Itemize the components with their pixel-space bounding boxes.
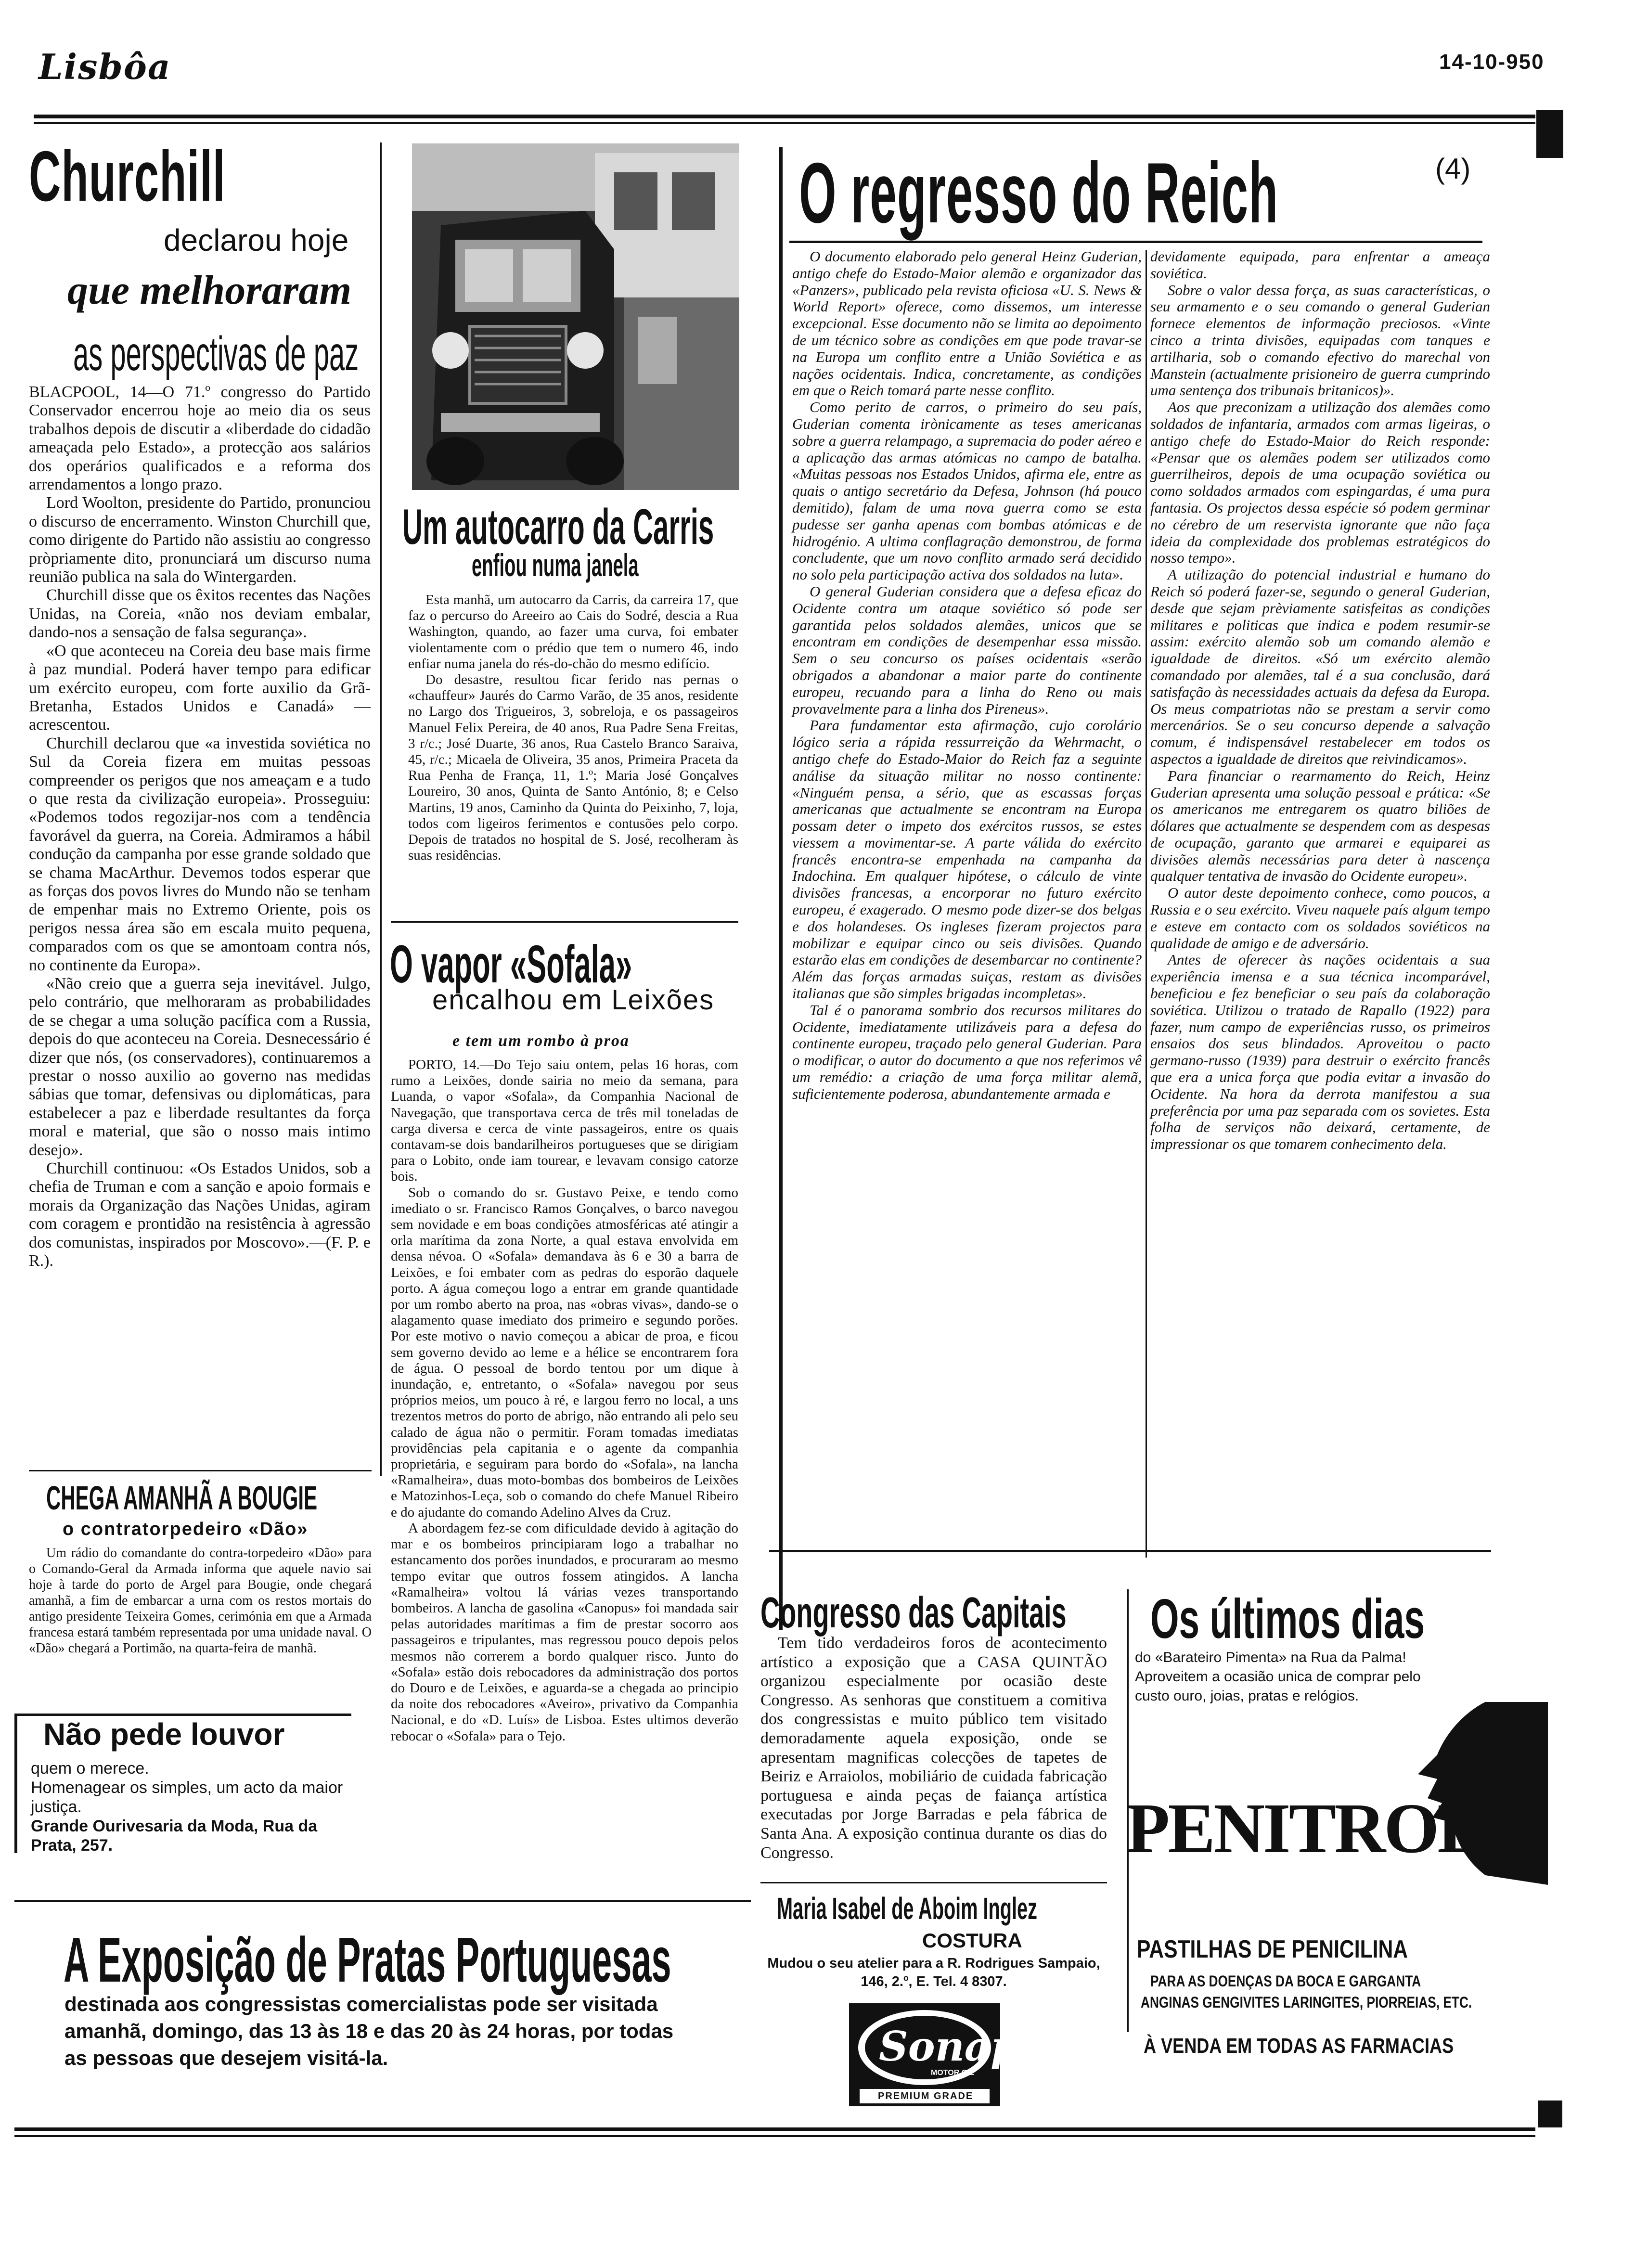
column-divider [380,142,382,1476]
maria-ad-body: Mudou o seu atelier para a R. Rodrigues Sampaio, 146, 2.º, E. Tel. 4 8307. [767,1956,1100,1989]
paragraph: Um rádio do comandante do contra-torpedeiro «Dão» para o Comando-Geral da Armada informa que aquele navio sai hoje à tarde do porto de Argel para Bougie, onde chegará amanhã, a fim de embarcar a urna com os restos mortais do antigo presidente Teixeira Gomes, cerimónia em que a Armada francesa estará também representada por uma unidade naval. O «Dão» chegará a Portimão, na quarta-feira de manhã. [29,1546,372,1656]
sofala-kicker: e tem um rombo à proa [452,1032,630,1050]
reich-column-divider [1146,250,1147,1558]
paragraph: Esta manhã, um autocarro da Carris, da carreira 17, que faz o percurso do Areeiro ao Cais do Sodré, descia a Rua Washington, quando, ao fazer uma curva, foi embater violentamente com o prédio que tem o numero 46, indo enfiar numa janela do rés-do-chão do mesmo edifício. [408,592,738,671]
paragraph: O autor deste depoimento conhece, como poucos, a Russia e o seu exército. Viveu naquele país algum tempo e esteve em contacto com os soldados soviéticos na qualidade de amigo e de adversário. [1150,884,1490,952]
section-rule [14,1900,751,1902]
masthead-title: Lisbôa [39,46,171,87]
paragraph: «O que aconteceu na Coreia deu base mais firme à paz mundial. Poderá haver tempo para edificar um exército europeu, com forte auxilio da Grã-Bretanha, Estados Unidos e Canadá» —acrescentou. [29,642,371,734]
penitrol-brand: PENITROL [1126,1789,1483,1868]
paragraph: A abordagem fez-se com dificuldade devido à agitação do mar e os bombeiros principiaram logo a trabalhar no estancamento dos porões inundados, e procuraram ao mesmo tempo evitar que outros fossem atingidos. A lancha «Ramalheira» voltou lá várias vezes transportando bombeiros. A lancha de gasolina «Canopus» foi mandada sair pelas autoridades marítimas a fim de prestar socorro aos passageiros e tripulantes, mas regressou pouco depois pelos mesmos não correrem a bordo qualquer risco. Junto do «Sofala» estão dois rebocadores da administração dos portos do Douro e de Leixões, e aguarda-se a chegada ao principio da noite dos rebocadores «Aveiro», privativo da Companhia Nacional, e do «D. Luís» de Lisboa. Estes ultimos deverão rebocar o «Sofala» para o Tejo. [391,1520,738,1744]
bougie-article-body [29,1545,372,1656]
ultimos-ad-body: do «Barateiro Pimenta» na Rua da Palma! Aproveitem a ocasião unica de comprar pelo custo ouro, joias, pratas e relógios. [1135,1649,1421,1704]
churchill-deck-2: que melhoraram [67,267,352,313]
maria-subhead: COSTURA [922,1929,1022,1952]
sofala-headline: O vapor «Sofala» [390,935,632,994]
edge-bar [1536,110,1563,158]
penitrol-line-3: ANGINAS GENGIVITES LARINGITES, PIORREIAS, ETC. [1141,1994,1472,2011]
sonap-sub: MOTOR OIL [931,2069,975,2077]
penitrol-line-2: PARA AS DOENÇAS DA BOCA E GARGANTA [1150,1972,1421,1990]
paragraph: Como perito de carros, o primeiro do seu país, Guderian comenta irònicamente as teses americanas sobre a guerra relampago, a supremacia do poder aéreo e a aplicação das armas atómicas no campo de batalha. «Muitas pessoas nos Estados Unidos, afirma ele, entre as quais o antigo secretário da Defesa, Johnson (há pouco demitido), falam de uma nova guerra como se esta pudesse ser ganha apenas com bombas atómicas e de hidrogénio. A ultima conflagração demonstrou, de forma concludente, que um novo conflito armado será decidido no solo pela participação activa dos soldados na luta». [792,399,1142,583]
sonap-brand: Sonap [879,2023,1019,2070]
churchill-article-body [29,383,371,1461]
section-rule [391,921,738,923]
masthead-date: 14-10-950 [1439,50,1545,74]
paragraph: Antes de oferecer às nações ocidentais a sua experiência imensa e a sua técnica incomparável, beneficiou e fez beneficiar o seu país da colaboração soviética. Utilizou o tratado de Rapallo (1922) para fazer, num campo de experiências russo, os primeiros ensaios dos seus blindados. Aproveitou o pacto germano-russo (1939) para destruir o exército francês que era a unica força que podia evitar a invasão do Ocidente. Na hora da derrota manifestou a sua preferência por uma paz separada com os sovietes. Esta folha de serviços não deixará, certamente, de impressionar os que tomarem conhecimento dela. [1150,951,1490,1153]
paragraph: Aos que preconizam a utilização dos alemães como soldados de infantaria, armados com armas ligeiras, o antigo chefe do Estado-Maior do Reich responde: «Pensar que os alemães podem ser utilizados como guerrilheiros, depois de uma ocupação soviética ou como soldados armados com espingardas, é uma pura fantasia. Os projectos dessa espécie só podem germinar no cérebro de um reservista ignorante que não faça ideia da complexidade dos problemas estratégicos do nosso tempo». [1150,399,1490,567]
penitrol-line-4: À VENDA EM TODAS AS FARMACIAS [1144,2034,1454,2058]
paragraph: «Não creio que a guerra seja inevitável. Julgo, pelo contrário, que melhoraram as probabilidades de se chegar a uma solução pacífica com a Russia, depois do que aconteceu na Coreia. Desnecessário é dizer que nós, (os conservadores), continuaremos a prestar o nosso auxilio ao governo nas medidas sábias que tomar, defensivas ou diplomáticas, para estabelecer a paz e liberdade resultantes da força moral e material, que são o nosso mais intimo desejo». [29,975,371,1159]
louvor-line-1: quem o merece. [31,1759,149,1778]
paragraph: Lord Woolton, presidente do Partido, pronunciou o discurso de encerramento. Winston Churchill que, como dirigente do Partido não assistiu ao congresso pròpriamente dito, pronunciará um discurso numa reunião publica na sala do Wintergarden. [29,494,371,586]
paragraph: O general Guderian considera que a defesa eficaz do Ocidente contra um ataque soviético só pode ser garantida pelos soldados alemães, unicos que se encontram em condições de desempenhar essa missão. Sem o seu concurso os países ocidentais «serão obrigados a abandonar a maior parte do continente europeu, recuando para a linha do Reno ou mais provavelmente para a linha dos Pireneus». [792,582,1142,717]
paragraph: O documento elaborado pelo general Heinz Guderian, antigo chefe do Estado-Maior alemão e organizador das «Panzers», publicado pela revista oficiosa «U. S. News & World Report» oferece, como dissemos, um interesse excepcional. Esse documento não se limita ao depoimento de um técnico sobre as condições em que pode travar-se na Europa um conflito entre a União Soviética e as nações ocidentais. Indica, concretamente, as condições em que o Reich tomará parte nesse conflito. [792,248,1142,399]
churchill-headline: Churchill [29,137,226,216]
bus-photo-image [412,143,739,490]
section-rule [29,1470,372,1471]
paragraph: Para fundamentar esta afirmação, cujo corolário lógico seria a rápida ressurreição da Wehrmacht, o antigo chefe do Estado-Maior do Reich faz a seguinte análise da situação militar no nosso continente: «Ninguém pensa, a sério, que as escassas forças americanas que actualmente se encontram na Europa possam deter o impeto dos exércitos russos, se estes viessem a movimentar-se. A parte válida do exército francês encontra-se empenhada na campanha da Indochina. Em qualquer hipótese, o cálculo de vinte divisões francesas, a encorporar no futuro exército europeu, é exagerado. O mesmo pode dizer-se dos belgas e dos holandeses. Os ingleses fizeram projectos para mobilizar e equipar cinco ou seis divisões. Quando estarão elas em condições de desembarcar no continente? Além das forças armadas suiças, restam as divisões italianas que são simples brigadas incompletas». [792,717,1142,1002]
reich-column-a [792,248,1142,1103]
penitrol-line-1: PASTILHAS DE PENICILINA [1137,1935,1408,1963]
sonap-logo [849,2003,1019,2106]
churchill-deck-3: as perspectivas de paz [73,327,359,381]
paragraph: Churchill continuou: «Os Estados Unidos, sob a chefia de Truman e com a sanção e apoio formais e morais da Organização das Nações Unidas, agiram com coragem e prontidão na resistência à agressão dos comunistas, inspirados por Moscovo».—(F. P. e R.). [29,1160,371,1270]
sofala-article-body [391,1057,738,1744]
paragraph: A utilização do potencial industrial e humano do Reich só poderá fazer-se, segundo o general Guderian, desde que sejam prèviamente satisfeitas as condições militares e politicas que indica e podem resumir-se assim: exército alemão sob um comando alemão e igualdade de direitos. «Só um exército alemão comandado por alemães, tal é a sua conclusão, dará satisfação às necessidades actuais da defesa da Europa. Os meus compatriotas não se prestam a servir como mercenários. Se o seu concurso depende a salvação comum, é indispensável restabelecer em todos os aspectos a igualdade de direitos que reivindicamos». [1150,566,1490,767]
pratas-headline: A Exposição de Pratas Portuguesas [64,1924,671,1995]
paragraph: Tal é o panorama sombrio dos recursos militares do Ocidente, imediatamente utilizáveis para a defesa do continente europeu, traçado pelo general Guderian. Para o modificar, o autor do documento a que nos referimos vê um remédio: a criação de uma força militar alemã, suficientemente poderosa, abundantemente armada e [792,1001,1142,1102]
reich-part-number: (4) [1435,153,1471,185]
section-rule [760,1882,1107,1883]
reich-rule [789,241,1482,243]
paragraph: Tem tido verdadeiros foros de acontecimento artístico a exposição que a CASA QUINTÃO organizou especialmente por ocasião deste Congresso. As senhoras que constituem a comitiva dos congressistas e muito público tem visitado demoradamente aquela exposição, onde se apresentam magnificas colecções de tapetes de Beiriz e Arraiolos, mobiliário de cuidada fabricação portuguesa e ainda peças de faiança artística executadas por Jorge Barradas e pela fábrica de Santa Ana. A exposição continua durante os dias do Congresso. [760,1634,1107,1862]
reich-left-bar [779,147,783,1630]
louvor-line-3: Grande Ourivesaria da Moda, Rua da Prata, 257. [31,1817,318,1855]
pratas-ad-body: destinada aos congressistas comercialistas pode ser visitada amanhã, domingo, das 13 às 18 e das 20 às 24 horas, por todas as pessoas que desejem visitá-la. [64,1993,674,2069]
masthead-rule-thin [34,122,1535,124]
ultimos-headline: Os últimos dias [1150,1587,1425,1650]
masthead-rule [34,115,1535,118]
carris-headline: Um autocarro da Carris [402,499,714,555]
louvor-ad-body [31,1759,358,1855]
footer-edge-bar [1538,2100,1562,2127]
ad-rule [14,1714,351,1716]
paragraph: devidamente equipada, para enfrentar a ameaça soviética. [1150,248,1490,282]
carris-article-body [408,592,738,863]
reich-column-b [1150,248,1490,1153]
carris-subhead: enfiou numa janela [472,547,639,583]
louvor-line-2: Homenagear os simples, um acto da maior justiça. [31,1778,343,1816]
capitais-article-body [760,1634,1107,1862]
footer-rule [14,2127,1535,2131]
paragraph: PORTO, 14.—Do Tejo saiu ontem, pelas 16 horas, com rumo a Leixões, donde sairia no meio da semana, para Luanda, o vapor «Sofala», da Companhia Nacional de Navegação, que transportava cerca de três mil toneladas de carga diversa e cerca de vinte passageiros, entre os quais contavam-se dois bandarilheiros portugueses que se dirigiam para o Lobito, onde iam tourear, e levavam consigo catorze bois. [391,1057,738,1185]
capitais-headline: Congresso das Capitais [760,1589,1067,1637]
bus-photo [412,143,739,490]
bougie-headline: CHEGA AMANHÃ A BOUGIE [46,1479,318,1517]
footer-rule-thin [14,2135,1535,2137]
paragraph: Sobre o valor dessa força, as suas características, o seu armamento e o seu comando o general Guderian fornece elementos de informação preciosos. «Vinte cinco a trinta divisões, equipadas com tanques e artilharia, sob o comando efectivo do marechal von Manstein (actualmente prisioneiro de guerra cumprindo uma sentença dos tribunais britanicos)». [1150,281,1490,399]
maria-headline: Maria Isabel de Aboim Inglez [777,1891,1037,1926]
reich-rule-bottom [769,1550,1491,1552]
churchill-deck-1: declarou hoje [164,223,349,258]
paragraph: Para financiar o rearmamento do Reich, Heinz Guderian apresenta uma solução pessoal e prática: «Se os americanos me entregarem os quatro biliões de dólares que actualmente se despendem com as despesas de ocupação, garanto que armarei e equiparei as divisões alemãs necessárias para deter à nascença qualquer tentativa de invasão do Ocidente europeu». [1150,767,1490,885]
paragraph: Churchill disse que os êxitos recentes das Nações Unidas, na Coreia, «não nos deviam embalar, dando-nos a sensação de falsa segurança». [29,586,371,642]
reich-headline: O regresso do Reich [799,145,1279,241]
paragraph: Sob o comando do sr. Gustavo Peixe, e tendo como imediato o sr. Francisco Ramos Gonçalves, o barco navegou sem novidade e em boas condições atmosféricas até atingir a orla marítima da zona Norte, a qual estava envolvida em densa névoa. O «Sofala» demandava às 6 e 30 a barra de Leixões, e foi embater com as pedras do esporão daquele porto. A água começou logo a entrar em grande quantidade por um rombo aberto na proa, nas «obras vivas», dando-se o alagamento quase imediato dos primeiro e segundo porões. Por este motivo o navio começou a abicar de proa, e ficou sem governo devido ao leme e a hélice se encontrarem fora de água. O pessoal de bordo tentou por um dique à inundação, e, entretanto, o «Sofala» navegou por seus próprios meios, um pouco à ré, e largou ferro no local, a uns trezentos metros do porto de abrigo, não entrando ali pelo seu calado de água não o permitir. Foram tomadas imediatas providências pela capitania e o agente da companhia proprietária, e seguiram para bordo do «Sofala», na lancha «Ramalheira», duas moto-bombas dos bombeiros de Leixões e Matozinhos-Leça, sob o comando do chefe Manuel Ribeiro e do ajudante do comando Adelino Alves da Cruz. [391,1185,738,1520]
sofala-subhead: encalhou em Leixões [432,984,715,1016]
paragraph: Churchill declarou que «a investida soviética no Sul da Coreia fizera em muitas pessoas compreender os perigos que nos ameaçam e a tudo o que resta da civilização europeia». Prosseguiu: «Podemos todos regozijar-nos com a tendência favorável da guerra, na Coreia. Admiramos a hábil condução da campanha por esse grande soldado que se chama MacArthur. Devemos todos esperar que as forças dos povos livres do Mundo não se tenham de empenhar mais no Extremo Oriente, pois os perigos nessa área são em escala muito pequena, comparados com os que se amontoam contra nós, no continente da Europa». [29,734,371,974]
louvor-headline: Não pede louvor [43,1717,285,1752]
paragraph: Do desastre, resultou ficar ferido nas pernas o «chauffeur» Jaurés do Carmo Varão, de 35 anos, residente no Largo dos Trigueiros, 3, sobreloja, e os passageiros Manuel Felix Pereira, de 40 anos, Rua Padre Sena Freitas, 3 r/c.; José Duarte, 36 anos, Rua Castelo Branco Saraiva, 45, r/c.; Micaela de Oliveira, 35 anos, Primeira Praceta da Rua Penha de França, 11, 1.º; Maria José Gonçalves Loureiro, 30 anos, Quinta de Santo António, 8; e Celso Martins, 19 anos, Caminho da Quinta do Peixinho, 7, loja, todos com ligeiros ferimentos e contusões pelo corpo. Depois de tratados no hospital de S. José, recolheram às suas residências. [408,672,738,863]
bougie-subhead: o contratorpedeiro «Dão» [63,1519,309,1539]
paragraph: BLACPOOL, 14—O 71.º congresso do Partido Conservador encerrou hoje ao meio dia os seus trabalhos depois de discutir a «liberdade do cidadão ameaçada pelo Estado», a protecção aos salários dos operários qualificados e a reforma dos arrendamentos a longo prazo. [29,383,371,494]
sonap-grade: PREMIUM GRADE [878,2091,974,2101]
